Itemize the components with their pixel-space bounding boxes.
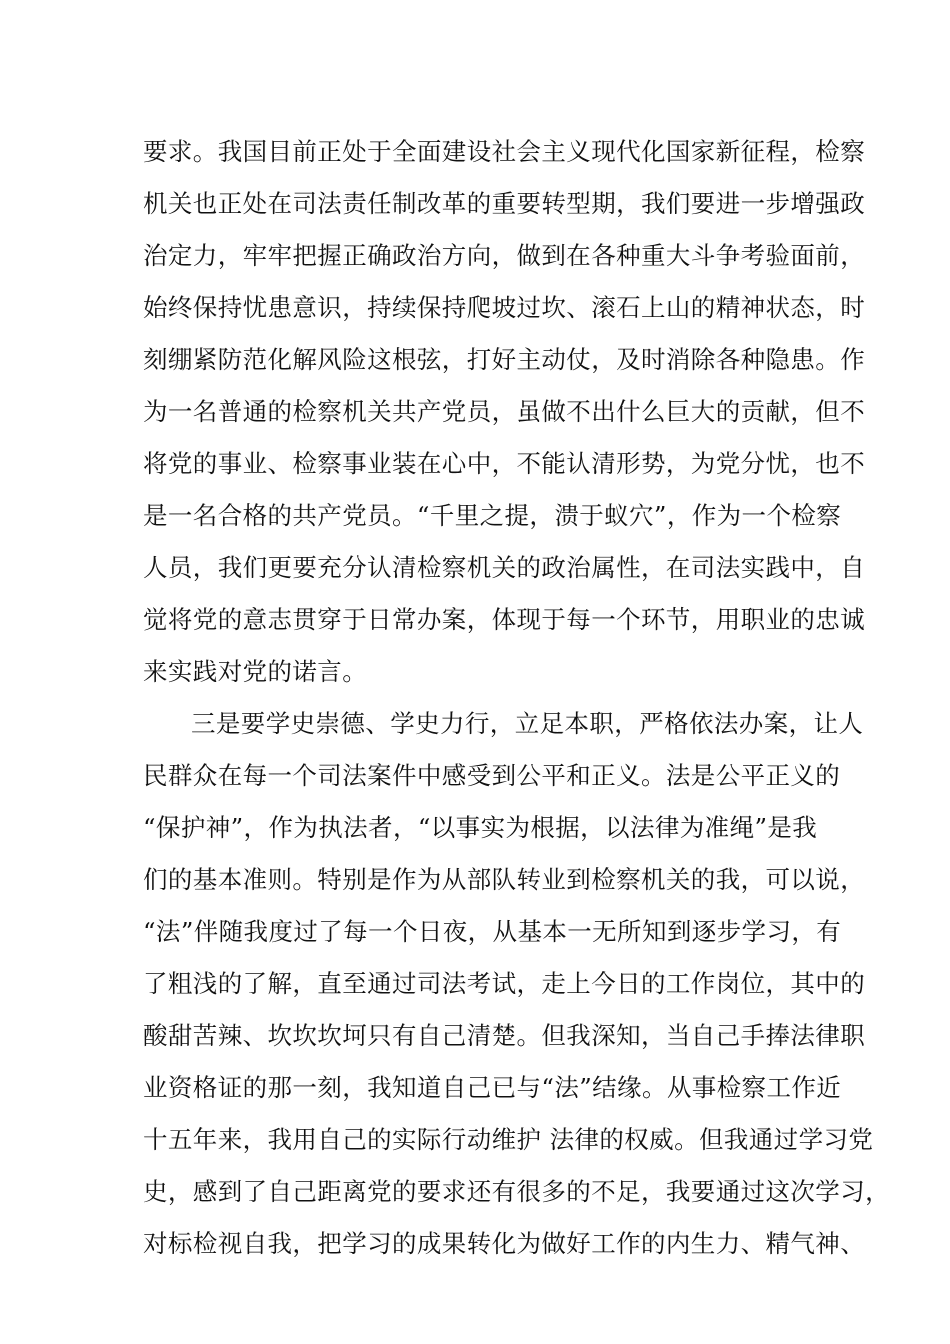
text-line: 人员，我们更要充分认清检察机关的政治属性，在司法实践中，自 [143,553,866,582]
text-line: 为一名普通的检察机关共产党员，虽做不出什么巨大的贡献，但不 [143,397,866,426]
text-line: 治定力，牢牢把握正确政治方向，做到在各种重大斗争考验面前， [143,241,866,270]
text-line: 史，感到了自己距离党的要求还有很多的不足，我要通过这次学习， [143,1177,890,1206]
text-line: 刻绷紧防范化解风险这根弦，打好主动仗，及时消除各种隐患。作 [143,345,866,374]
text-line: 了粗浅的了解，直至通过司法考试，走上今日的工作岗位，其中的 [143,969,866,998]
text-line: 要求。我国目前正处于全面建设社会主义现代化国家新征程，检察 [143,137,866,166]
text-line: 来实践对党的诺言。 [143,657,368,686]
text-line: 是一名合格的共产党员。“千里之提，溃于蚁穴”，作为一个检察 [143,501,842,530]
paragraph-first-line: 三是要学史崇德、学史力行，立足本职，严格依法办案，让人 [191,709,864,738]
text-line: 民群众在每一个司法案件中感受到公平和正义。法是公平正义的 [143,761,841,790]
text-line: 觉将党的意志贯穿于日常办案，体现于每一个环节，用职业的忠诚 [143,605,866,634]
text-line: 们的基本准则。特别是作为从部队转业到检察机关的我，可以说， [143,865,866,894]
text-line: “法”伴随我度过了每一个日夜，从基本一无所知到逐步学习，有 [143,917,842,946]
text-line: 始终保持忧患意识，持续保持爬坡过坎、滚石上山的精神状态，时 [143,293,866,322]
text-line: 机关也正处在司法责任制改革的重要转型期，我们要进一步增强政 [143,189,866,218]
text-line: “保护神”，作为执法者，“以事实为根据，以法律为准绳”是我 [143,813,818,842]
text-line: 对标检视自我，把学习的成果转化为做好工作的内生力、精气神、 [143,1229,866,1258]
text-line: 十五年来，我用自己的实际行动维护 法律的权威。但我通过学习党 [143,1125,874,1154]
text-line: 酸甜苦辣、坎坎坎坷只有自己清楚。但我深知，当自己手捧法律职 [143,1021,866,1050]
text-line: 业资格证的那一刻，我知道自己已与“法”结缘。从事检察工作近 [143,1073,842,1102]
text-line: 将党的事业、检察事业装在心中，不能认清形势，为党分忧，也不 [143,449,866,478]
